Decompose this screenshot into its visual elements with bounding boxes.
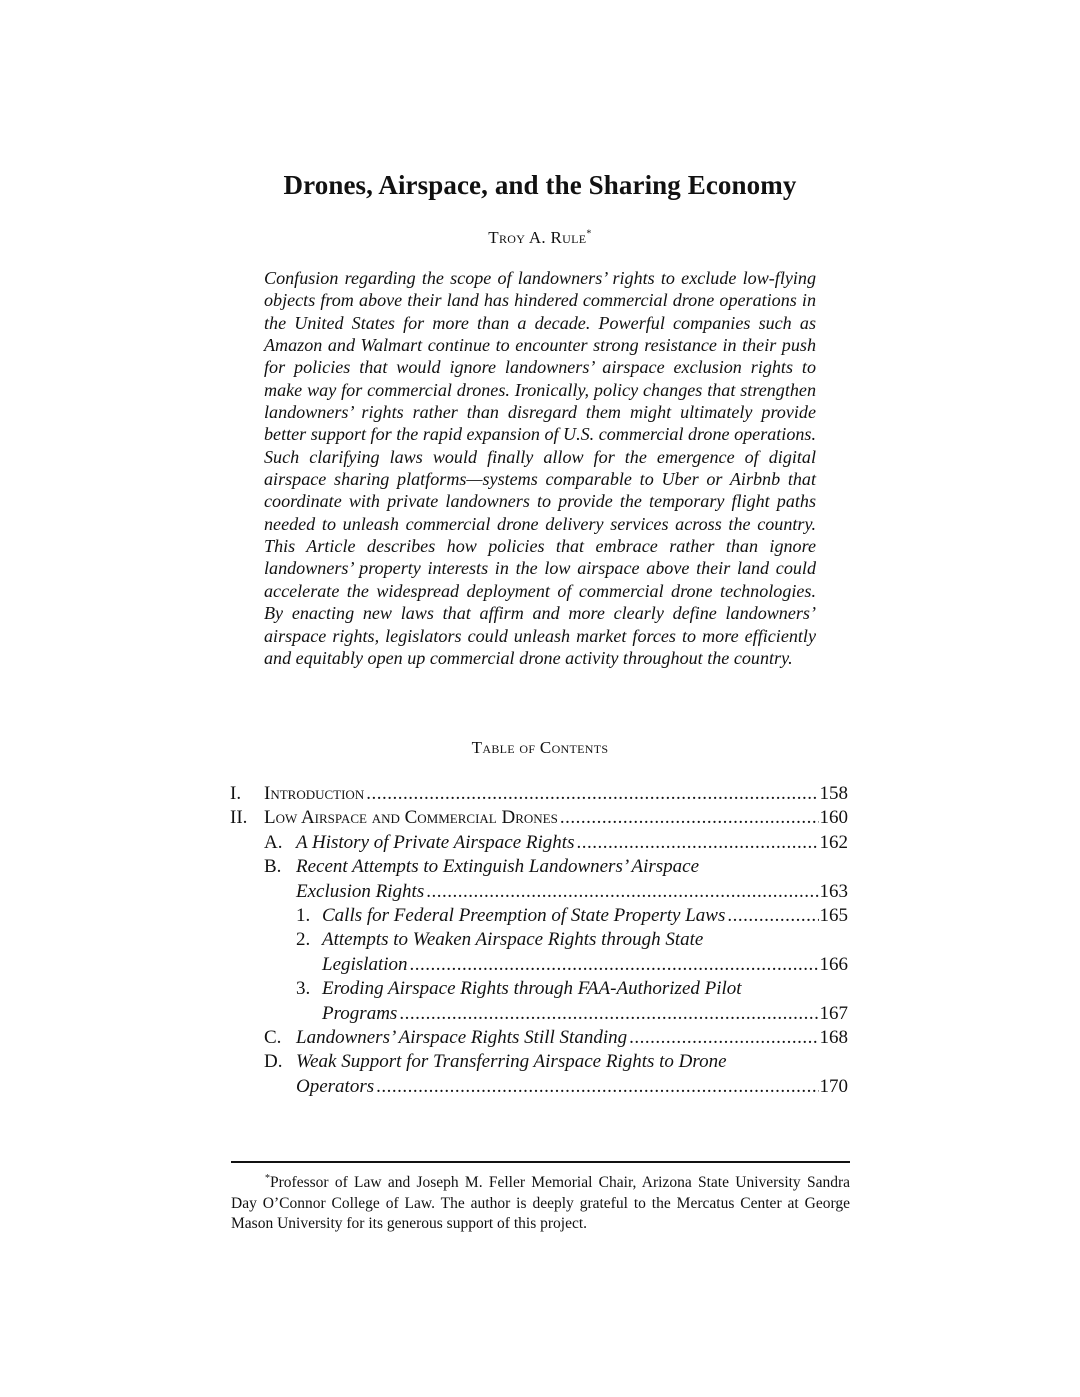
toc-label: Landowners’ Airspace Rights Still Standing bbox=[296, 1026, 629, 1050]
toc-page: 160 bbox=[819, 807, 848, 829]
footnote-text: Professor of Law and Joseph M. Feller Memorial Chair, Arizona State University Sandra Day O’Connor College of Law. The author is deeply grateful to the Mercatus Center at George Mason University for its generous support of this project. bbox=[231, 1174, 850, 1233]
toc-page: 165 bbox=[819, 904, 848, 926]
toc-num: D. bbox=[264, 1051, 283, 1073]
author-name: Troy A. Rule bbox=[488, 228, 587, 247]
toc-leader bbox=[426, 880, 818, 904]
toc-label: Eroding Airspace Rights through FAA-Authorized Pilot bbox=[322, 978, 742, 1000]
toc-entry-history bbox=[230, 831, 848, 855]
toc-leader bbox=[576, 831, 818, 855]
abstract: Confusion regarding the scope of landowners’ rights to exclude low-flying objects from above their land has hindered commercial drone operations in the United States for more than a decade. Powerful companies such as Amazon and Walmart continue to encounter strong resistance in their push for policies that would ignore landowners’ airspace exclusion rights to make way for commercial drones. Ironically, policy changes that strengthen landowners’ rights rather than disregard them might ultimately provide better support for the rapid expansion of U.S. commercial drone operations. Such clarifying laws would finally allow for the emergence of digital airspace sharing platforms—systems comparable to Uber or Airbnb that coordinate with private landowners to provide the temporary flight paths needed to unleash commercial drone delivery services across the country. This Article describes how policies that embrace rather than ignore landowners’ property interests in the low airspace above their land could accelerate the widespread deployment of commercial drone technologies. By enacting new laws that affirm and more clearly define landowners’ airspace rights, legislators could unleash market forces to more efficiently and equitably open up commercial drone activity throughout the country. bbox=[264, 268, 816, 668]
toc-num: B. bbox=[264, 856, 282, 878]
toc-page: 163 bbox=[819, 880, 848, 902]
toc-heading: Table of Contents bbox=[471, 738, 609, 757]
toc-label: Introduction bbox=[264, 782, 366, 806]
toc-entry-weak-support-cont bbox=[230, 1075, 848, 1099]
toc-entry-faa-pilot bbox=[230, 977, 848, 1001]
toc-num: 2. bbox=[296, 929, 311, 951]
toc-num: II. bbox=[230, 807, 248, 829]
toc-leader bbox=[410, 953, 819, 977]
toc-label: Weak Support for Transferring Airspace Rights to Drone bbox=[296, 1051, 727, 1073]
toc-entry-introduction bbox=[230, 782, 848, 806]
toc-entry-faa-pilot-cont bbox=[230, 1002, 848, 1026]
toc-num: 1. bbox=[296, 904, 311, 926]
toc-label-cont: Programs bbox=[322, 1002, 399, 1026]
footnote bbox=[231, 1169, 850, 1235]
footnote-separator bbox=[231, 1161, 850, 1163]
footnote-mark: * bbox=[265, 1173, 270, 1184]
toc-label: A History of Private Airspace Rights bbox=[296, 831, 576, 855]
toc-page: 162 bbox=[819, 831, 848, 853]
author-footnote-mark: * bbox=[586, 228, 592, 240]
toc-entry-federal-preemption bbox=[230, 904, 848, 928]
toc-leader bbox=[366, 782, 818, 806]
toc-label-cont: Legislation bbox=[322, 953, 410, 977]
toc-entry-weak-support bbox=[230, 1050, 848, 1074]
toc-page: 166 bbox=[819, 953, 848, 975]
toc-entry-low-airspace bbox=[230, 806, 848, 830]
toc-entry-still-standing bbox=[230, 1026, 848, 1050]
toc-num: C. bbox=[264, 1026, 282, 1048]
toc-leader bbox=[629, 1026, 818, 1050]
toc-page: 170 bbox=[819, 1075, 848, 1097]
toc-entry-recent-attempts-cont bbox=[230, 880, 848, 904]
table-of-contents bbox=[230, 782, 848, 1099]
toc-num: A. bbox=[264, 831, 283, 853]
toc-label: Calls for Federal Preemption of State Property Laws bbox=[322, 904, 727, 928]
toc-label: Recent Attempts to Extinguish Landowners’ Airspace bbox=[296, 856, 700, 878]
toc-leader bbox=[376, 1075, 818, 1099]
toc-entry-state-legislation bbox=[230, 928, 848, 952]
toc-page: 158 bbox=[819, 783, 848, 804]
article-title: Drones, Airspace, and the Sharing Economy bbox=[283, 170, 797, 200]
toc-entry-state-legislation-cont bbox=[230, 953, 848, 977]
toc-page: 168 bbox=[819, 1026, 848, 1048]
toc-label: Attempts to Weaken Airspace Rights through State bbox=[322, 929, 704, 951]
toc-num: 3. bbox=[296, 978, 311, 1000]
toc-label-cont: Exclusion Rights bbox=[296, 880, 426, 904]
toc-leader bbox=[399, 1002, 818, 1026]
toc-label: Low Airspace and Commercial Drones bbox=[264, 806, 560, 830]
toc-entry-recent-attempts bbox=[230, 855, 848, 879]
author-byline bbox=[0, 228, 1080, 248]
toc-leader bbox=[727, 904, 818, 928]
toc-num: I. bbox=[230, 783, 242, 804]
toc-page: 167 bbox=[819, 1002, 848, 1024]
toc-leader bbox=[560, 806, 819, 830]
toc-label-cont: Operators bbox=[296, 1075, 376, 1099]
